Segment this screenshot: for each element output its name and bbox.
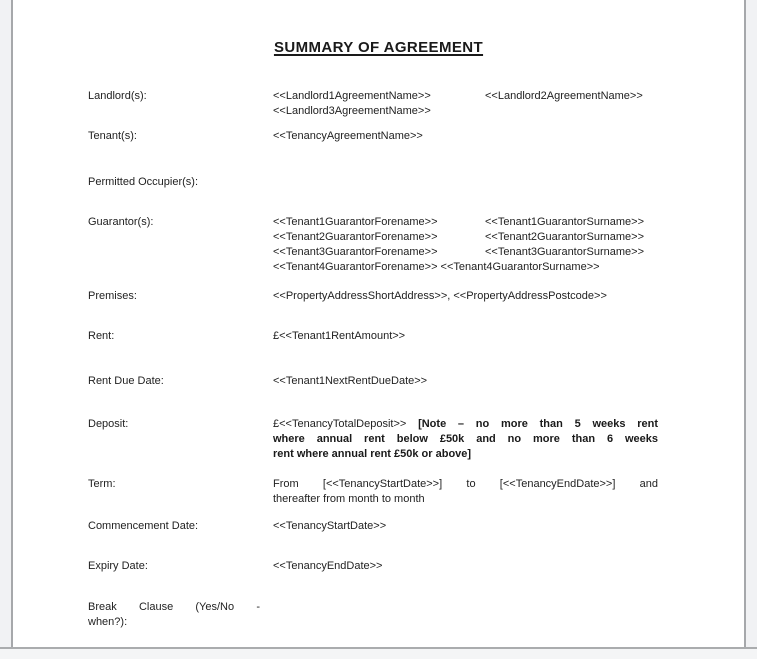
guarantors-value — [273, 215, 698, 275]
guarantor2-surname-placeholder: <<Tenant2GuarantorSurname>> — [485, 231, 645, 243]
break-clause-label-line1: Break Clause (Yes/No - — [88, 601, 260, 613]
permitted-occupiers-label: Permitted Occupier(s): — [88, 176, 199, 188]
break-clause-label-line2: when?): — [88, 616, 128, 628]
deposit-value — [273, 417, 658, 462]
landlord2-placeholder: <<Landlord2AgreementName>> — [485, 90, 643, 102]
guarantor-row-1 — [273, 215, 698, 230]
expiry-date-label: Expiry Date: — [88, 560, 148, 572]
deposit-note-line2: where annual rent below £50k and no more than 6 weeks — [273, 433, 658, 445]
tenants-value: <<TenancyAgreementName>> — [273, 130, 423, 142]
guarantor-row-3 — [273, 245, 698, 260]
term-value — [273, 477, 658, 507]
deposit-note-line3: rent where annual rent £50k or above] — [273, 448, 472, 460]
rent-label: Rent: — [88, 330, 115, 342]
tenants-label: Tenant(s): — [88, 130, 137, 142]
rent-value: £<<Tenant1RentAmount>> — [273, 330, 406, 342]
premises-value: <<PropertyAddressShortAddress>>, <<PropertyAddressPostcode>> — [273, 290, 607, 302]
guarantor3-forename-placeholder: <<Tenant3GuarantorForename>> — [273, 246, 438, 258]
deposit-note-line1: [Note – no more than 5 weeks rent — [418, 418, 658, 430]
guarantors-label: Guarantor(s): — [88, 216, 154, 228]
deposit-amount-placeholder: £<<TenancyTotalDeposit>> — [273, 418, 407, 430]
commencement-date-label: Commencement Date: — [88, 520, 199, 532]
term-line1: From [<<TenancyStartDate>>] to [<<TenancyEndDate>>] and — [273, 478, 658, 490]
term-label: Term: — [88, 478, 116, 490]
rent-due-date-value: <<Tenant1NextRentDueDate>> — [273, 375, 428, 387]
break-clause-label — [88, 600, 260, 630]
deposit-label: Deposit: — [88, 418, 129, 430]
guarantor-row-4: <<Tenant4GuarantorForename>> <<Tenant4GuarantorSurname>> — [273, 261, 600, 273]
page-bottom-edge — [0, 647, 757, 659]
guarantor1-surname-placeholder: <<Tenant1GuarantorSurname>> — [485, 216, 645, 228]
term-line2: thereafter from month to month — [273, 493, 425, 505]
landlord3-placeholder: <<Landlord3AgreementName>> — [273, 105, 431, 117]
commencement-date-value: <<TenancyStartDate>> — [273, 520, 387, 532]
guarantor2-forename-placeholder: <<Tenant2GuarantorForename>> — [273, 231, 438, 243]
guarantor-row-2 — [273, 230, 698, 245]
landlords-value — [273, 89, 698, 119]
document-page[interactable] — [11, 0, 746, 649]
landlords-label: Landlord(s): — [88, 90, 147, 102]
premises-label: Premises: — [88, 290, 137, 302]
document-title: SUMMARY OF AGREEMENT — [273, 39, 484, 56]
landlord1-placeholder: <<Landlord1AgreementName>> — [273, 90, 431, 102]
guarantor3-surname-placeholder: <<Tenant3GuarantorSurname>> — [485, 246, 645, 258]
expiry-date-value: <<TenancyEndDate>> — [273, 560, 383, 572]
rent-due-date-label: Rent Due Date: — [88, 375, 164, 387]
guarantor1-forename-placeholder: <<Tenant1GuarantorForename>> — [273, 216, 438, 228]
